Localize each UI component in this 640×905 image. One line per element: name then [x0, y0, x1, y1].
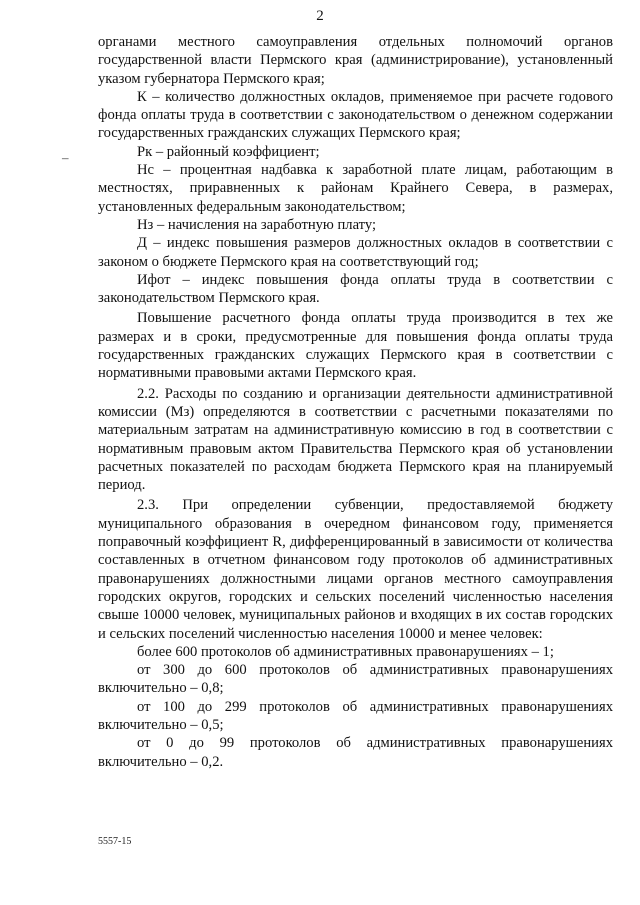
document-code: 5557-15 — [98, 836, 132, 847]
paragraph-d-definition: Д – индекс повышения размеров должностных окладов в соответствии с законом о бюджете Пермского края на соответствующий год; — [98, 235, 613, 270]
paragraph-ns-definition: Нс – процентная надбавка к заработной плате лицам, работающим в местностях, приравненных к районам Крайнего Севера, в размерах, установленных федеральным законодательством; — [98, 162, 613, 215]
paragraph-nz-definition: Нз – начисления на заработную плату; — [137, 216, 377, 233]
coefficient-item-100-299: от 100 до 299 протоколов об административных правонарушениях включительно – 0,5; — [98, 698, 613, 733]
paragraph-k-definition: К – количество должностных окладов, применяемое при расчете годового фонда оплаты труда в соответствии с законодательством о денежном содержании государственных гражданских служащих Пермского края; — [98, 88, 613, 142]
paragraph-rk-definition: Рк – районный коэффициент; — [137, 143, 320, 160]
document-body — [98, 33, 613, 771]
page-number: 2 — [316, 8, 324, 24]
coefficient-item-0-99: от 0 до 99 протоколов об административных правонарушениях включительно – 0,2. — [98, 735, 613, 770]
paragraph-ifot-definition: Ифот – индекс повышения фонда оплаты труда в соответствии с законодательством Пермского края. — [98, 271, 613, 307]
coefficient-item-300-600: от 300 до 600 протоколов об административных правонарушениях включительно – 0,8; — [98, 662, 613, 697]
paragraph-section-2-2: 2.2. Расходы по созданию и организации деятельности административной комиссии (Мз) определяются в соответствии с расчетными показателями по материальным затратам на административную комиссию в год в соответствии с нормативным правовым актом Правительства Пермского края об установлении расчетных показателей по расходам бюджета Пермского края на планируемый период. — [98, 385, 613, 494]
coefficient-item-over-600: более 600 протоколов об административных правонарушениях – 1; — [137, 643, 554, 660]
paragraph-fund-increase: Повышение расчетного фонда оплаты труда производится в тех же размерах и в сроки, предусмотренные для повышения фонда оплаты труда государственных гражданских служащих Пермского края в соответствии с нормативными правовыми актами Пермского края. — [98, 310, 613, 382]
paragraph-section-2-3: 2.3. При определении субвенции, предоставляемой бюджету муниципального образования в очередном финансовом году, применяется поправочный коэффициент R, дифференцированный в зависимости от количества составленных в отчетном финансовом году протоколов об административных правонарушениях должностными лицами органов местного самоуправления городских округов, городских и сельских поселений численностью населения свыше 10000 человек, муниципальных районов и входящих в их состав городских и сельских поселений численностью населения 10000 и менее человек: — [98, 497, 613, 642]
margin-mark: – — [62, 150, 69, 165]
paragraph-continuation: органами местного самоуправления отдельных полномочий органов государственной власти Пермского края (администрирование), установленный указом губернатора Пермского края; — [98, 34, 613, 87]
